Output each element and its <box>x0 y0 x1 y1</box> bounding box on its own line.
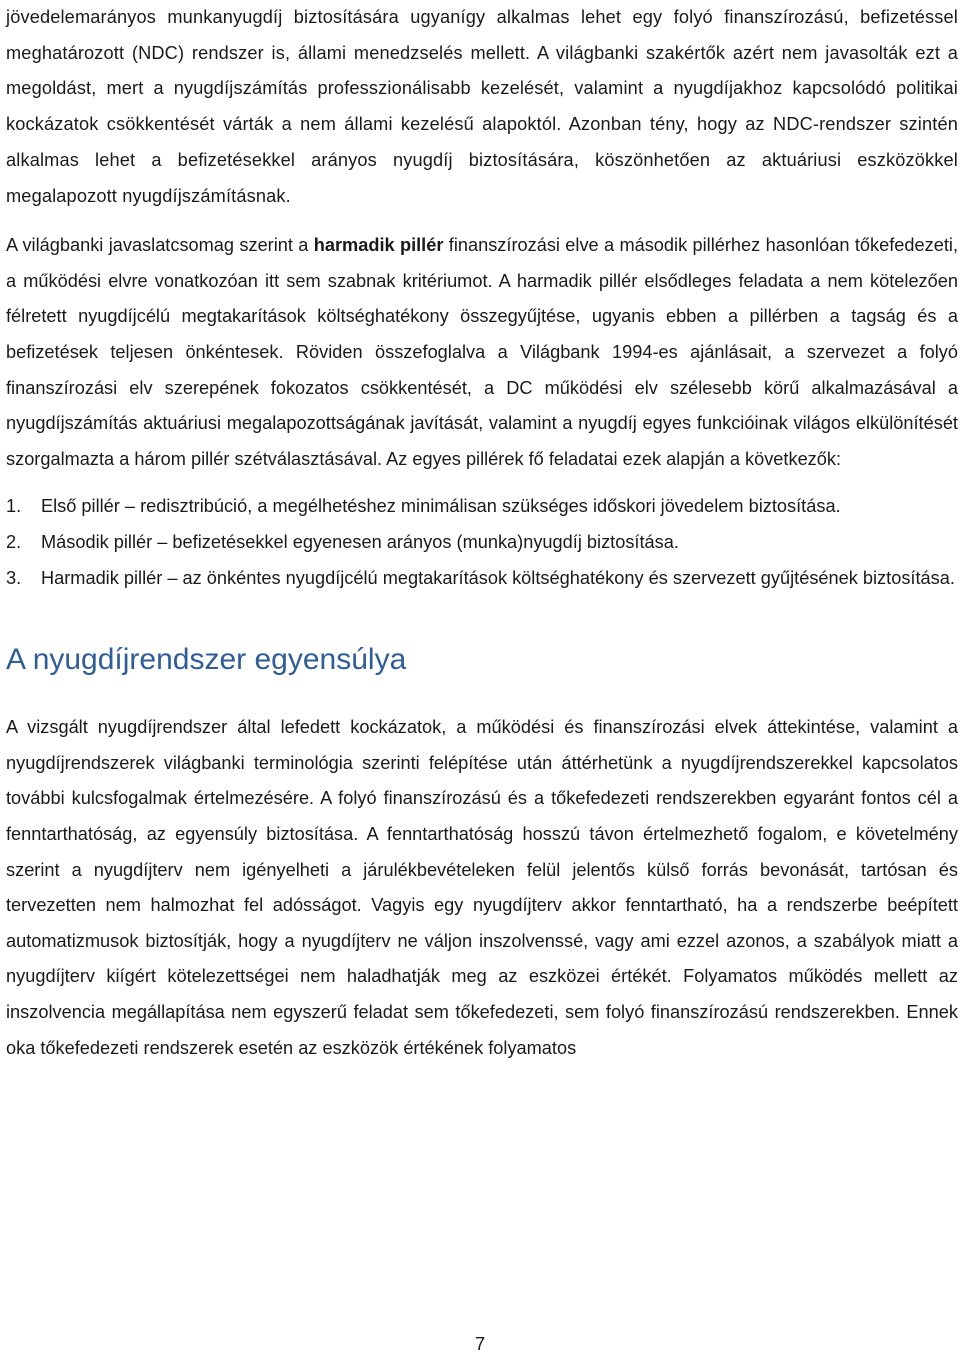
list-text: Első pillér – redisztribúció, a megélhetéshez minimálisan szükséges időskori jövedelem biztosítása. <box>41 496 841 517</box>
list-item <box>6 525 958 561</box>
paragraph-third-pillar <box>6 228 958 477</box>
bold-term-third-pillar: harmadik pillér <box>313 235 444 256</box>
pillar-list <box>6 489 958 596</box>
list-item <box>6 489 958 525</box>
paragraph-ndc: jövedelemarányos munkanyugdíj biztosítására ugyanígy alkalmas lehet egy folyó finanszírozású, befizetéssel meghatározott (NDC) rendszer is, állami menedzselés mellett. A világbanki szakértők azért nem javasolták ezt a megoldást, mert a nyugdíjszámítás professzionálisabb kezelését, valamint a nyugdíjakhoz kapcsolódó politikai kockázatok csökkentését várták a nem állami kezelésű alapoktól. Azonban tény, hogy az NDC-rendszer szintén alkalmas lehet a befizetésekkel arányos nyugdíj biztosítására, köszönhetően az aktuáriusi eszközökkel megalapozott nyugdíjszámításnak. <box>6 7 958 206</box>
page-number: 7 <box>474 1334 486 1354</box>
list-number: 3. <box>6 567 22 588</box>
list-text: Második pillér – befizetésekkel egyenesen arányos (munka)nyugdíj biztosítása. <box>41 531 679 552</box>
list-item <box>6 561 958 597</box>
list-number: 1. <box>6 496 22 517</box>
list-text: Harmadik pillér – az önkéntes nyugdíjcélú megtakarítások költséghatékony és szervezett gyűjtésének biztosítása. <box>41 567 955 588</box>
document-page <box>6 0 958 1066</box>
text-segment: A világbanki javaslatcsomag szerint a <box>6 235 314 256</box>
text-segment: finanszírozási elve a második pillérhez hasonlóan tőkefedezeti, a működési elvre vonatkozóan itt sem szabnak kritériumot. A harmadik pillér elsődleges feladata a nem kötelezően félretett nyugdíjcélú megtakarítások költséghatékony összegyűjtése, ugyanis ebben a pillérben a tagság és a befizetések teljesen önkéntesek. Röviden összefoglalva a Világbank 1994-es ajánlásait, a szervezet a folyó finanszírozási elv szerepének fokozatos csökkentését, a DC működési elv szélesebb körű alkalmazásával a nyugdíjszámítás aktuáriusi megalapozottságának javítását, valamint a nyugdíj egyes funkcióinak világos elkülönítését szorgalmazta a három pillér szétválasztásával. Az egyes pillérek fő feladatai ezek alapján a következők: <box>6 235 958 469</box>
list-number: 2. <box>6 531 22 552</box>
section-heading: A nyugdíjrendszer egyensúlya <box>6 643 407 677</box>
paragraph-equilibrium: A vizsgált nyugdíjrendszer által lefedett kockázatok, a működési és finanszírozási elvek áttekintése, valamint a nyugdíjrendszerek világbanki terminológia szerinti felépítése után áttérhetünk a nyugdíjrendszerekkel kapcsolatos további kulcsfogalmak értelmezésére. A folyó finanszírozású és a tőkefedezeti rendszerekben egyaránt fontos cél a fenntarthatóság, az egyensúly biztosítása. A fenntarthatóság hosszú távon értelmezhető fogalom, e követelmény szerint a nyugdíjterv nem igényelheti a járulékbevételeken felül jelentős külső forrás bevonását, tartósan és tervezetten nem halmozhat fel adósságot. Vagyis egy nyugdíjterv akkor fenntartható, ha a rendszerbe beépített automatizmusok biztosítják, hogy a nyugdíjterv ne váljon inszolvenssé, vagy ami ezzel azonos, a szabályok miatt a nyugdíjterv kiígért kötelezettségei nem haladhatják meg az eszközei értékét. Folyamatos működés mellett az inszolvencia megállapítása nem egyszerű feladat sem tőkefedezeti, sem folyó finanszírozású rendszerekben. Ennek oka tőkefedezeti rendszerek esetén az eszközök értékének folyamatos <box>6 717 958 1058</box>
